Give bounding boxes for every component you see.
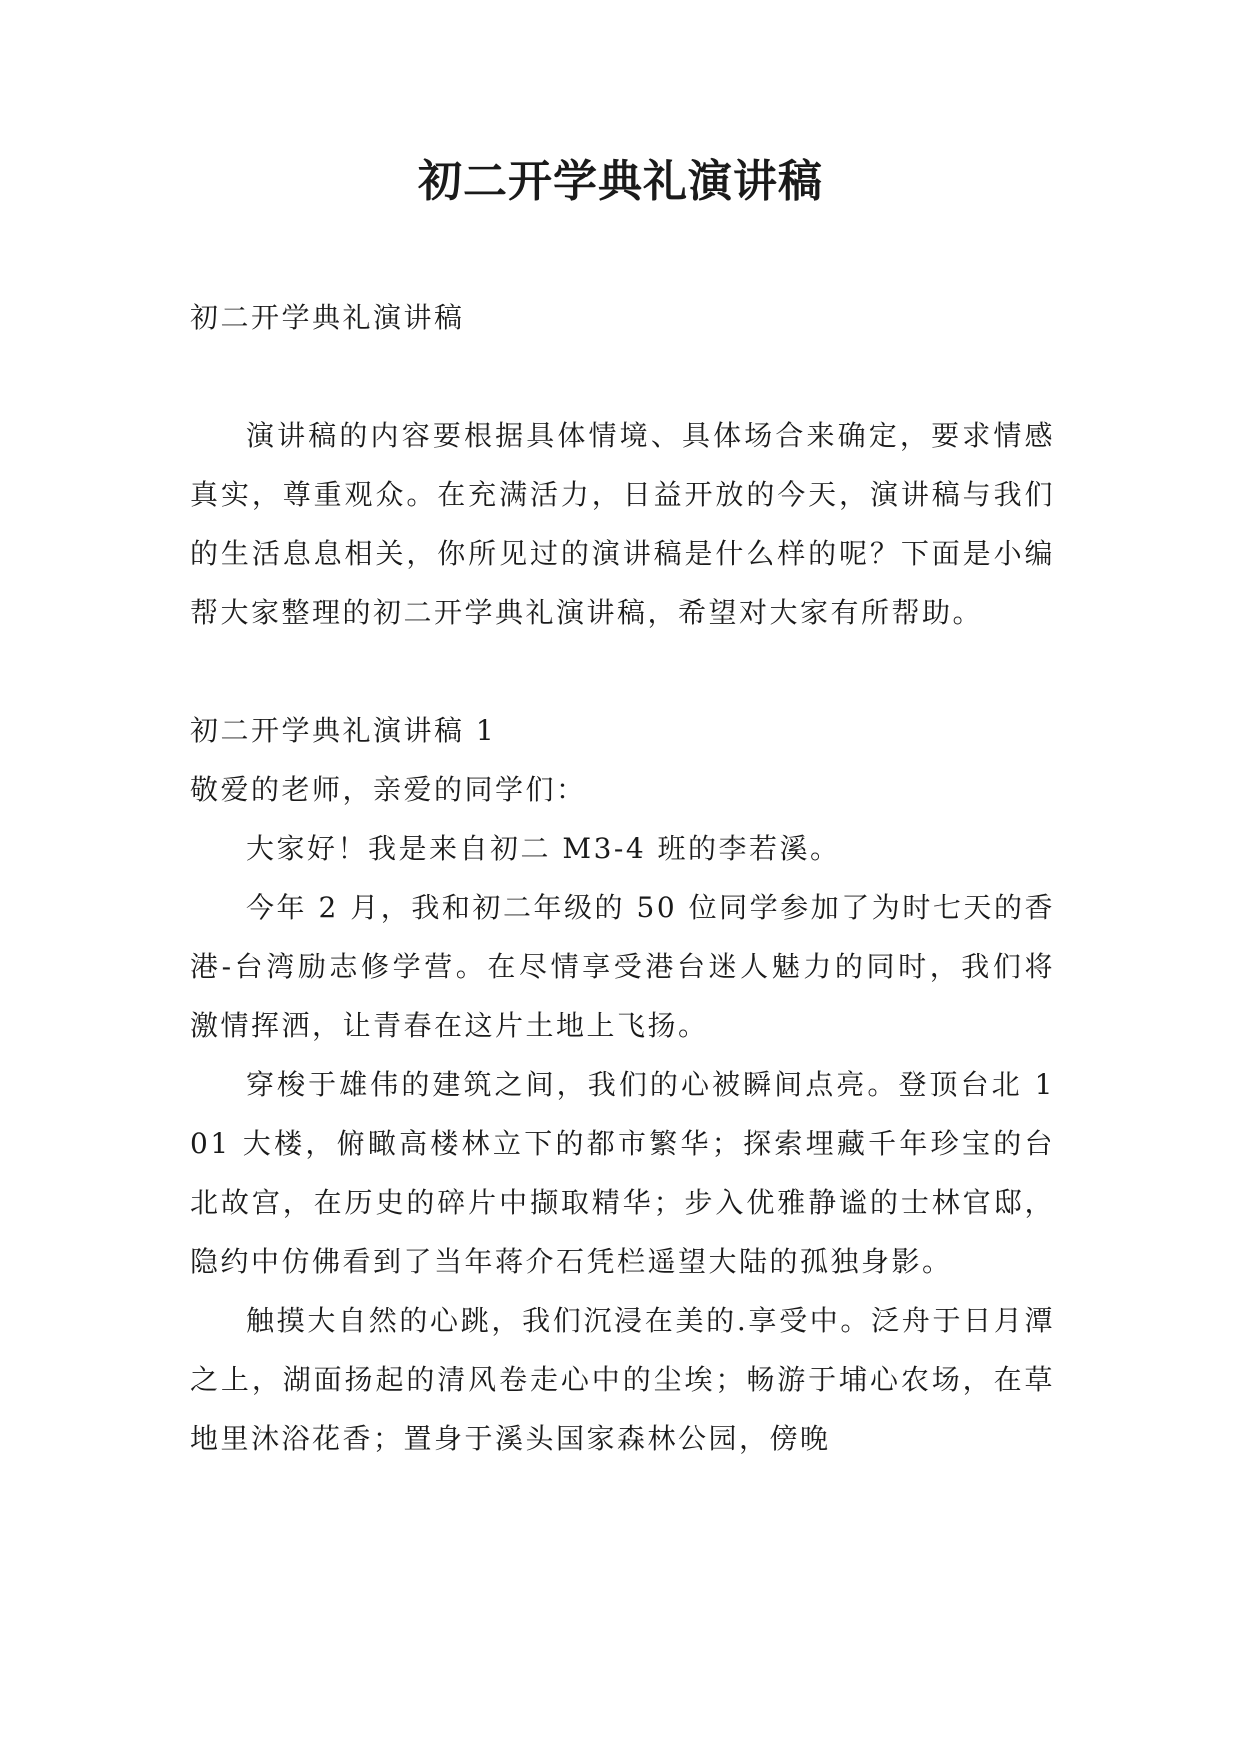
document-body [190,288,1055,1468]
body-paragraph: 穿梭于雄伟的建筑之间，我们的心被瞬间点亮。登顶台北 101 大楼，俯瞰高楼林立下的都市繁华；探索埋藏千年珍宝的台北故宫，在历史的碎片中撷取精华；步入优雅静谧的士林官邸，隐约中仿佛看到了当年蒋介石凭栏遥望大陆的孤独身影。 [190,1068,1055,1278]
section-heading: 初二开学典礼演讲稿 1 [190,714,497,747]
document-subtitle: 初二开学典礼演讲稿 [190,301,465,334]
intro-paragraph: 演讲稿的内容要根据具体情境、具体场合来确定，要求情感真实，尊重观众。在充满活力，日益开放的今天，演讲稿与我们的生活息息相关，你所见过的演讲稿是什么样的呢？下面是小编帮大家整理的初二开学典礼演讲稿，希望对大家有所帮助。 [190,419,1055,629]
body-paragraph: 今年 2 月，我和初二年级的 50 位同学参加了为时七天的香港-台湾励志修学营。在尽情享受港台迷人魅力的同时，我们将激情挥洒，让青春在这片土地上飞扬。 [190,891,1055,1042]
body-paragraph: 触摸大自然的心跳，我们沉浸在美的.享受中。泛舟于日月潭之上，湖面扬起的清风卷走心中的尘埃；畅游于埔心农场，在草地里沐浴花香；置身于溪头国家森林公园，傍晚 [190,1304,1055,1455]
salutation: 敬爱的老师，亲爱的同学们： [190,773,587,806]
body-paragraph: 大家好！我是来自初二 M3-4 班的李若溪。 [246,832,841,865]
document-title: 初二开学典礼演讲稿 [418,156,823,207]
